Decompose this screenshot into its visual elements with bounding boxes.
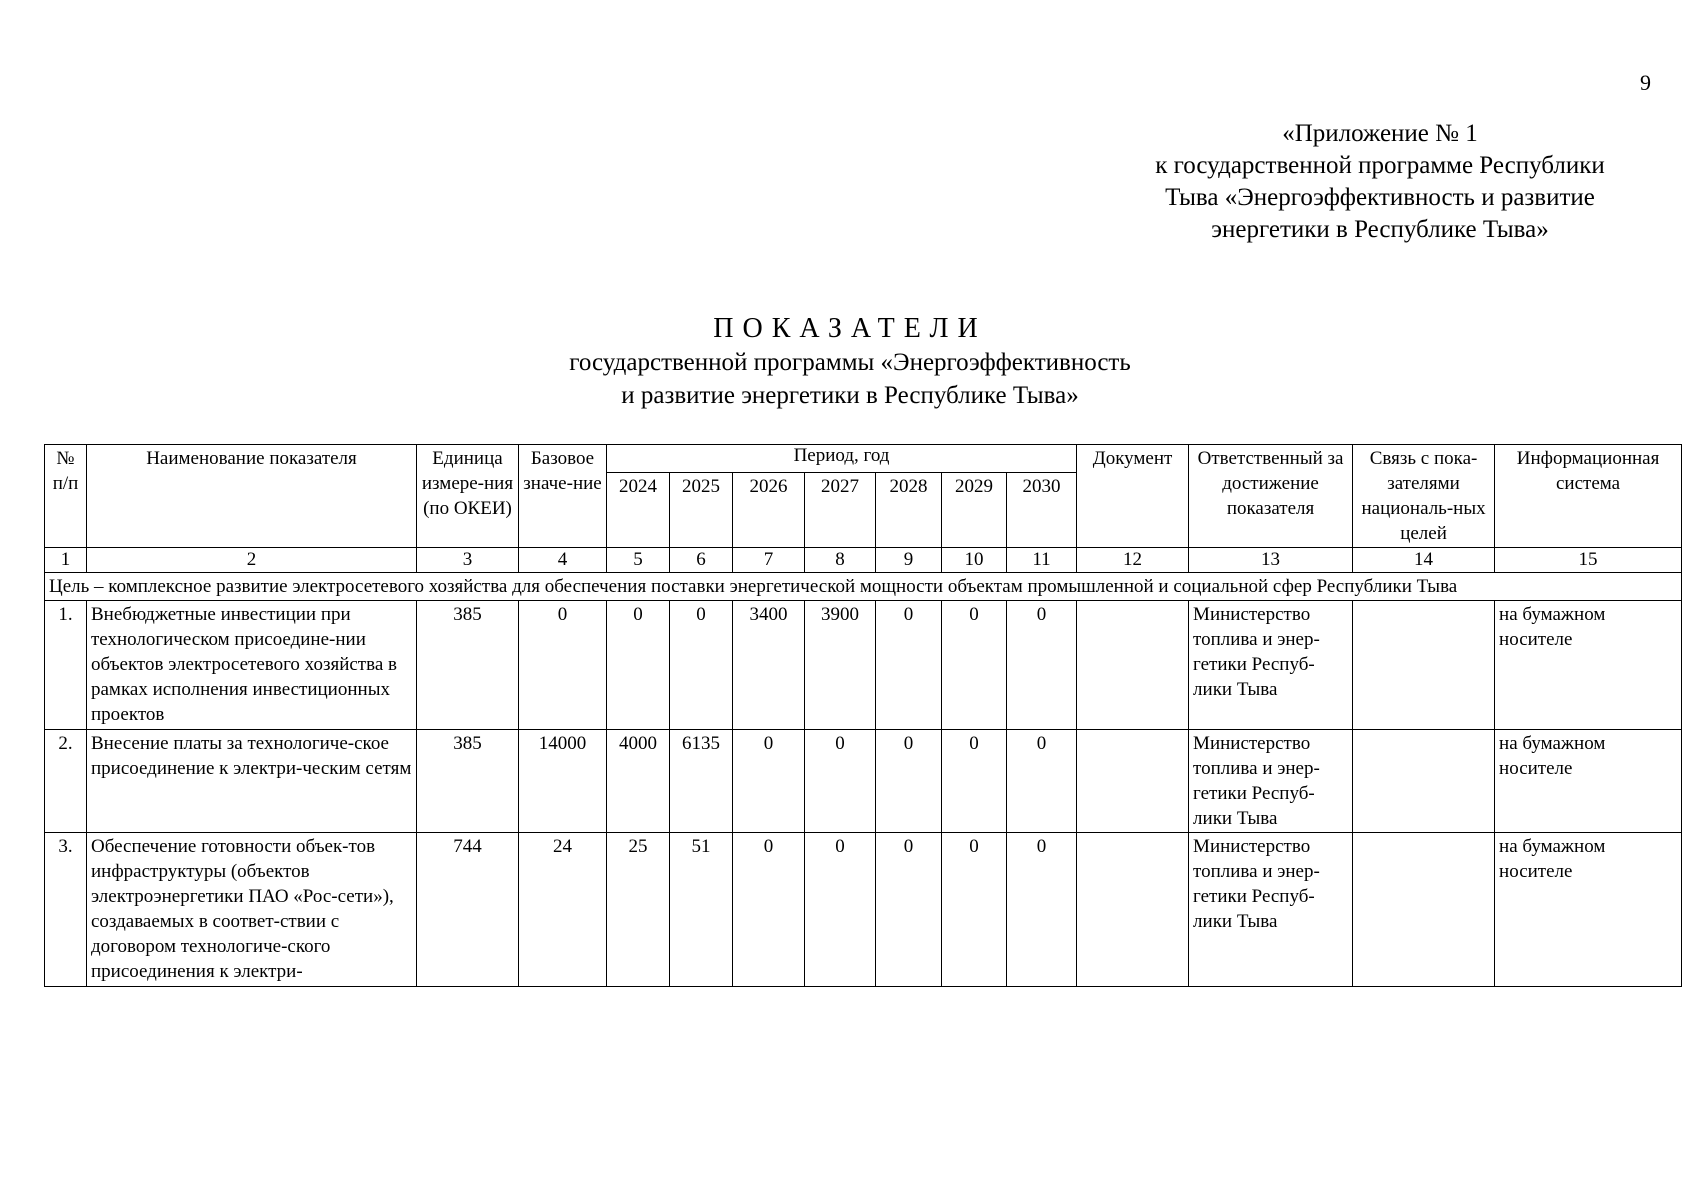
row-responsible: Министерство топлива и энер-гетики Респуб-лики Тыва [1189,601,1353,730]
header-year: 2024 [607,473,670,548]
row-value: 0 [1007,833,1077,987]
row-document [1077,601,1189,730]
row-value: 4000 [607,730,670,833]
appendix-line: к государственной программе Республики [1155,152,1605,179]
row-unit: 385 [417,730,519,833]
table-row [45,730,1682,833]
appendix-line: «Приложение № 1 [1282,120,1478,147]
column-number: 13 [1189,548,1353,573]
row-value: 0 [942,601,1007,730]
header-num: № п/п [45,445,87,548]
header-year: 2028 [876,473,942,548]
row-responsible: Министерство топлива и энер-гетики Респуб-лики Тыва [1189,730,1353,833]
row-document [1077,730,1189,833]
goal-row [45,573,1682,601]
header-year: 2030 [1007,473,1077,548]
row-name: Внебюджетные инвестиции при технологическом присоедине-нии объектов электросетевого хозяйства в рамках исполнения инвестиционных проектов [87,601,417,730]
column-number: 7 [733,548,805,573]
header-document: Документ [1077,445,1189,548]
title-block [430,312,1270,412]
row-link [1353,833,1495,987]
row-value: 0 [733,833,805,987]
header-period: Период, год [607,445,1077,473]
appendix-line: энергетики в Республике Тыва» [1211,216,1549,243]
row-value: 0 [607,601,670,730]
row-value: 0 [942,730,1007,833]
column-number: 3 [417,548,519,573]
row-unit: 744 [417,833,519,987]
row-value: 0 [876,730,942,833]
header-infosys: Информационная система [1495,445,1682,548]
column-number: 9 [876,548,942,573]
row-name: Внесение платы за технологиче-ское присоединение к электри-ческим сетям [87,730,417,833]
row-link [1353,730,1495,833]
row-num: 2. [45,730,87,833]
column-number: 1 [45,548,87,573]
row-document [1077,833,1189,987]
column-number: 14 [1353,548,1495,573]
row-infosys: на бумажном носителе [1495,601,1682,730]
column-number: 2 [87,548,417,573]
indicators-table [44,444,1682,987]
row-value: 0 [1007,730,1077,833]
column-number: 15 [1495,548,1682,573]
column-number: 11 [1007,548,1077,573]
row-value: 0 [805,833,876,987]
row-value: 0 [733,730,805,833]
row-infosys: на бумажном носителе [1495,730,1682,833]
row-value: 0 [942,833,1007,987]
row-link [1353,601,1495,730]
row-name: Обеспечение готовности объек-тов инфраструктуры (объектов электроэнергетики ПАО «Рос-сети»), создаваемых в соответ-ствии с договором технологиче-ского присоединения к электри- [87,833,417,987]
column-number: 6 [670,548,733,573]
row-infosys: на бумажном носителе [1495,833,1682,987]
document-subtitle-line: и развитие энергетики в Республике Тыва» [621,382,1079,409]
row-value: 0 [876,601,942,730]
row-responsible: Министерство топлива и энер-гетики Респуб-лики Тыва [1189,833,1353,987]
row-value: 25 [607,833,670,987]
goal-text: Цель – комплексное развитие электросетевого хозяйства для обеспечения поставки энергетической мощности объектам промышленной и социальной сфер Республики Тыва [45,573,1682,601]
header-year: 2026 [733,473,805,548]
row-base: 14000 [519,730,607,833]
column-numbers-row [45,548,1682,573]
row-base: 24 [519,833,607,987]
row-value: 0 [670,601,733,730]
row-unit: 385 [417,601,519,730]
header-base: Базовое значе-ние [519,445,607,548]
row-base: 0 [519,601,607,730]
column-number: 4 [519,548,607,573]
row-value: 6135 [670,730,733,833]
document-subtitle-line: государственной программы «Энергоэффективность [569,349,1131,376]
header-link: Связь с пока-зателями националь-ных целей [1353,445,1495,548]
table-row [45,833,1682,987]
row-value: 0 [876,833,942,987]
table-row [45,601,1682,730]
column-number: 10 [942,548,1007,573]
header-name: Наименование показателя [87,445,417,548]
appendix-note [1100,118,1660,246]
header-unit: Единица измере-ния (по ОКЕИ) [417,445,519,548]
header-year: 2029 [942,473,1007,548]
header-year: 2025 [670,473,733,548]
row-value: 51 [670,833,733,987]
row-value: 0 [1007,601,1077,730]
row-num: 3. [45,833,87,987]
row-value: 0 [805,730,876,833]
column-number: 5 [607,548,670,573]
row-num: 1. [45,601,87,730]
header-year: 2027 [805,473,876,548]
row-value: 3400 [733,601,805,730]
appendix-line: Тыва «Энергоэффективность и развитие [1165,184,1595,211]
row-value: 3900 [805,601,876,730]
document-title: ПОКАЗАТЕЛИ [713,313,987,344]
page-number: 9 [1640,70,1651,95]
column-number: 12 [1077,548,1189,573]
header-responsible: Ответственный за достижение показателя [1189,445,1353,548]
column-number: 8 [805,548,876,573]
